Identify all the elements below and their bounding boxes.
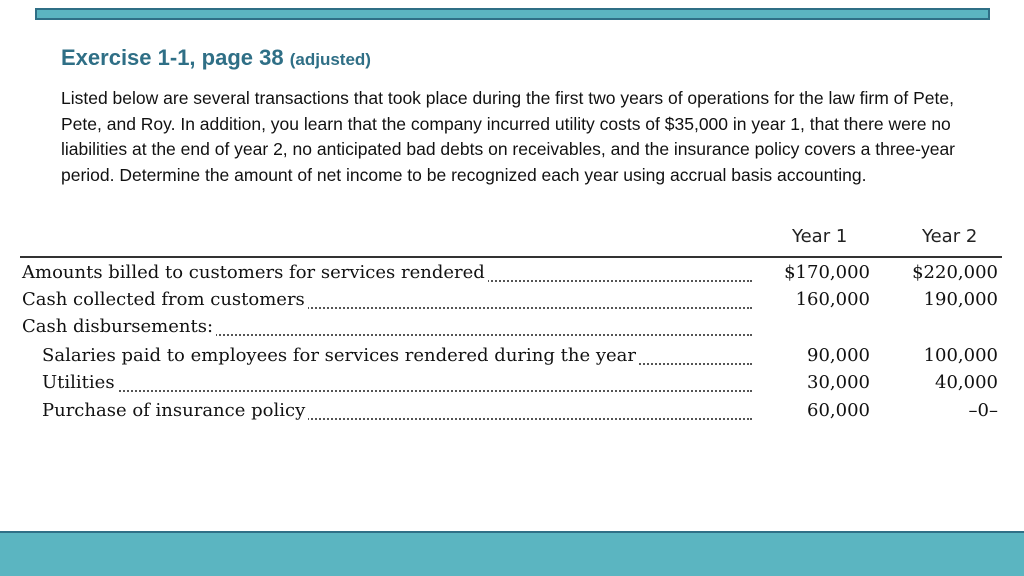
dot-leader bbox=[44, 390, 752, 392]
column-header-year-2: Year 2 bbox=[922, 226, 978, 247]
row-value-year-1: $170,000 bbox=[784, 262, 870, 283]
row-value-year-2: $220,000 bbox=[912, 262, 998, 283]
row-label: Salaries paid to employees for services rendered during the year bbox=[42, 345, 639, 366]
bottom-accent-bar bbox=[0, 531, 1024, 576]
row-label: Purchase of insurance policy bbox=[42, 400, 308, 421]
row-value-year-1: 30,000 bbox=[807, 372, 870, 393]
table-row bbox=[0, 372, 1024, 398]
row-label: Cash disbursements: bbox=[22, 316, 216, 337]
transactions-table bbox=[0, 222, 1024, 432]
slide-title-main: Exercise 1-1, page 38 bbox=[61, 45, 284, 70]
table-row bbox=[0, 262, 1024, 288]
column-header-year-1: Year 1 bbox=[792, 226, 848, 247]
intro-paragraph: Listed below are several transactions that took place during the first two years of operations for the law firm of Pete, Pete, and Roy. In addition, you learn that the company incurred utility costs of $35,000 in year 1, that there were no liabilities at the end of year 2, no anticipated bad debts on receivables, and the insurance policy covers a three-year period. Determine the amount of net income to be recognized each year using accrual basis accounting. bbox=[61, 88, 956, 185]
row-value-year-2: –0– bbox=[968, 400, 998, 421]
row-label: Cash collected from customers bbox=[22, 289, 308, 310]
row-label: Utilities bbox=[42, 372, 118, 393]
table-row bbox=[0, 400, 1024, 426]
header-rule bbox=[20, 256, 1002, 258]
row-value-year-1: 160,000 bbox=[795, 289, 870, 310]
top-accent-bar bbox=[35, 8, 990, 20]
row-value-year-1: 60,000 bbox=[807, 400, 870, 421]
table-row bbox=[0, 345, 1024, 371]
row-value-year-2: 40,000 bbox=[935, 372, 998, 393]
row-value-year-1: 90,000 bbox=[807, 345, 870, 366]
row-value-year-2: 100,000 bbox=[923, 345, 998, 366]
row-label: Amounts billed to customers for services rendered bbox=[22, 262, 488, 283]
table-row bbox=[0, 316, 1024, 342]
slide-subtitle: (adjusted) bbox=[289, 50, 371, 69]
table-row bbox=[0, 289, 1024, 315]
slide-title bbox=[61, 45, 371, 71]
row-value-year-2: 190,000 bbox=[923, 289, 998, 310]
